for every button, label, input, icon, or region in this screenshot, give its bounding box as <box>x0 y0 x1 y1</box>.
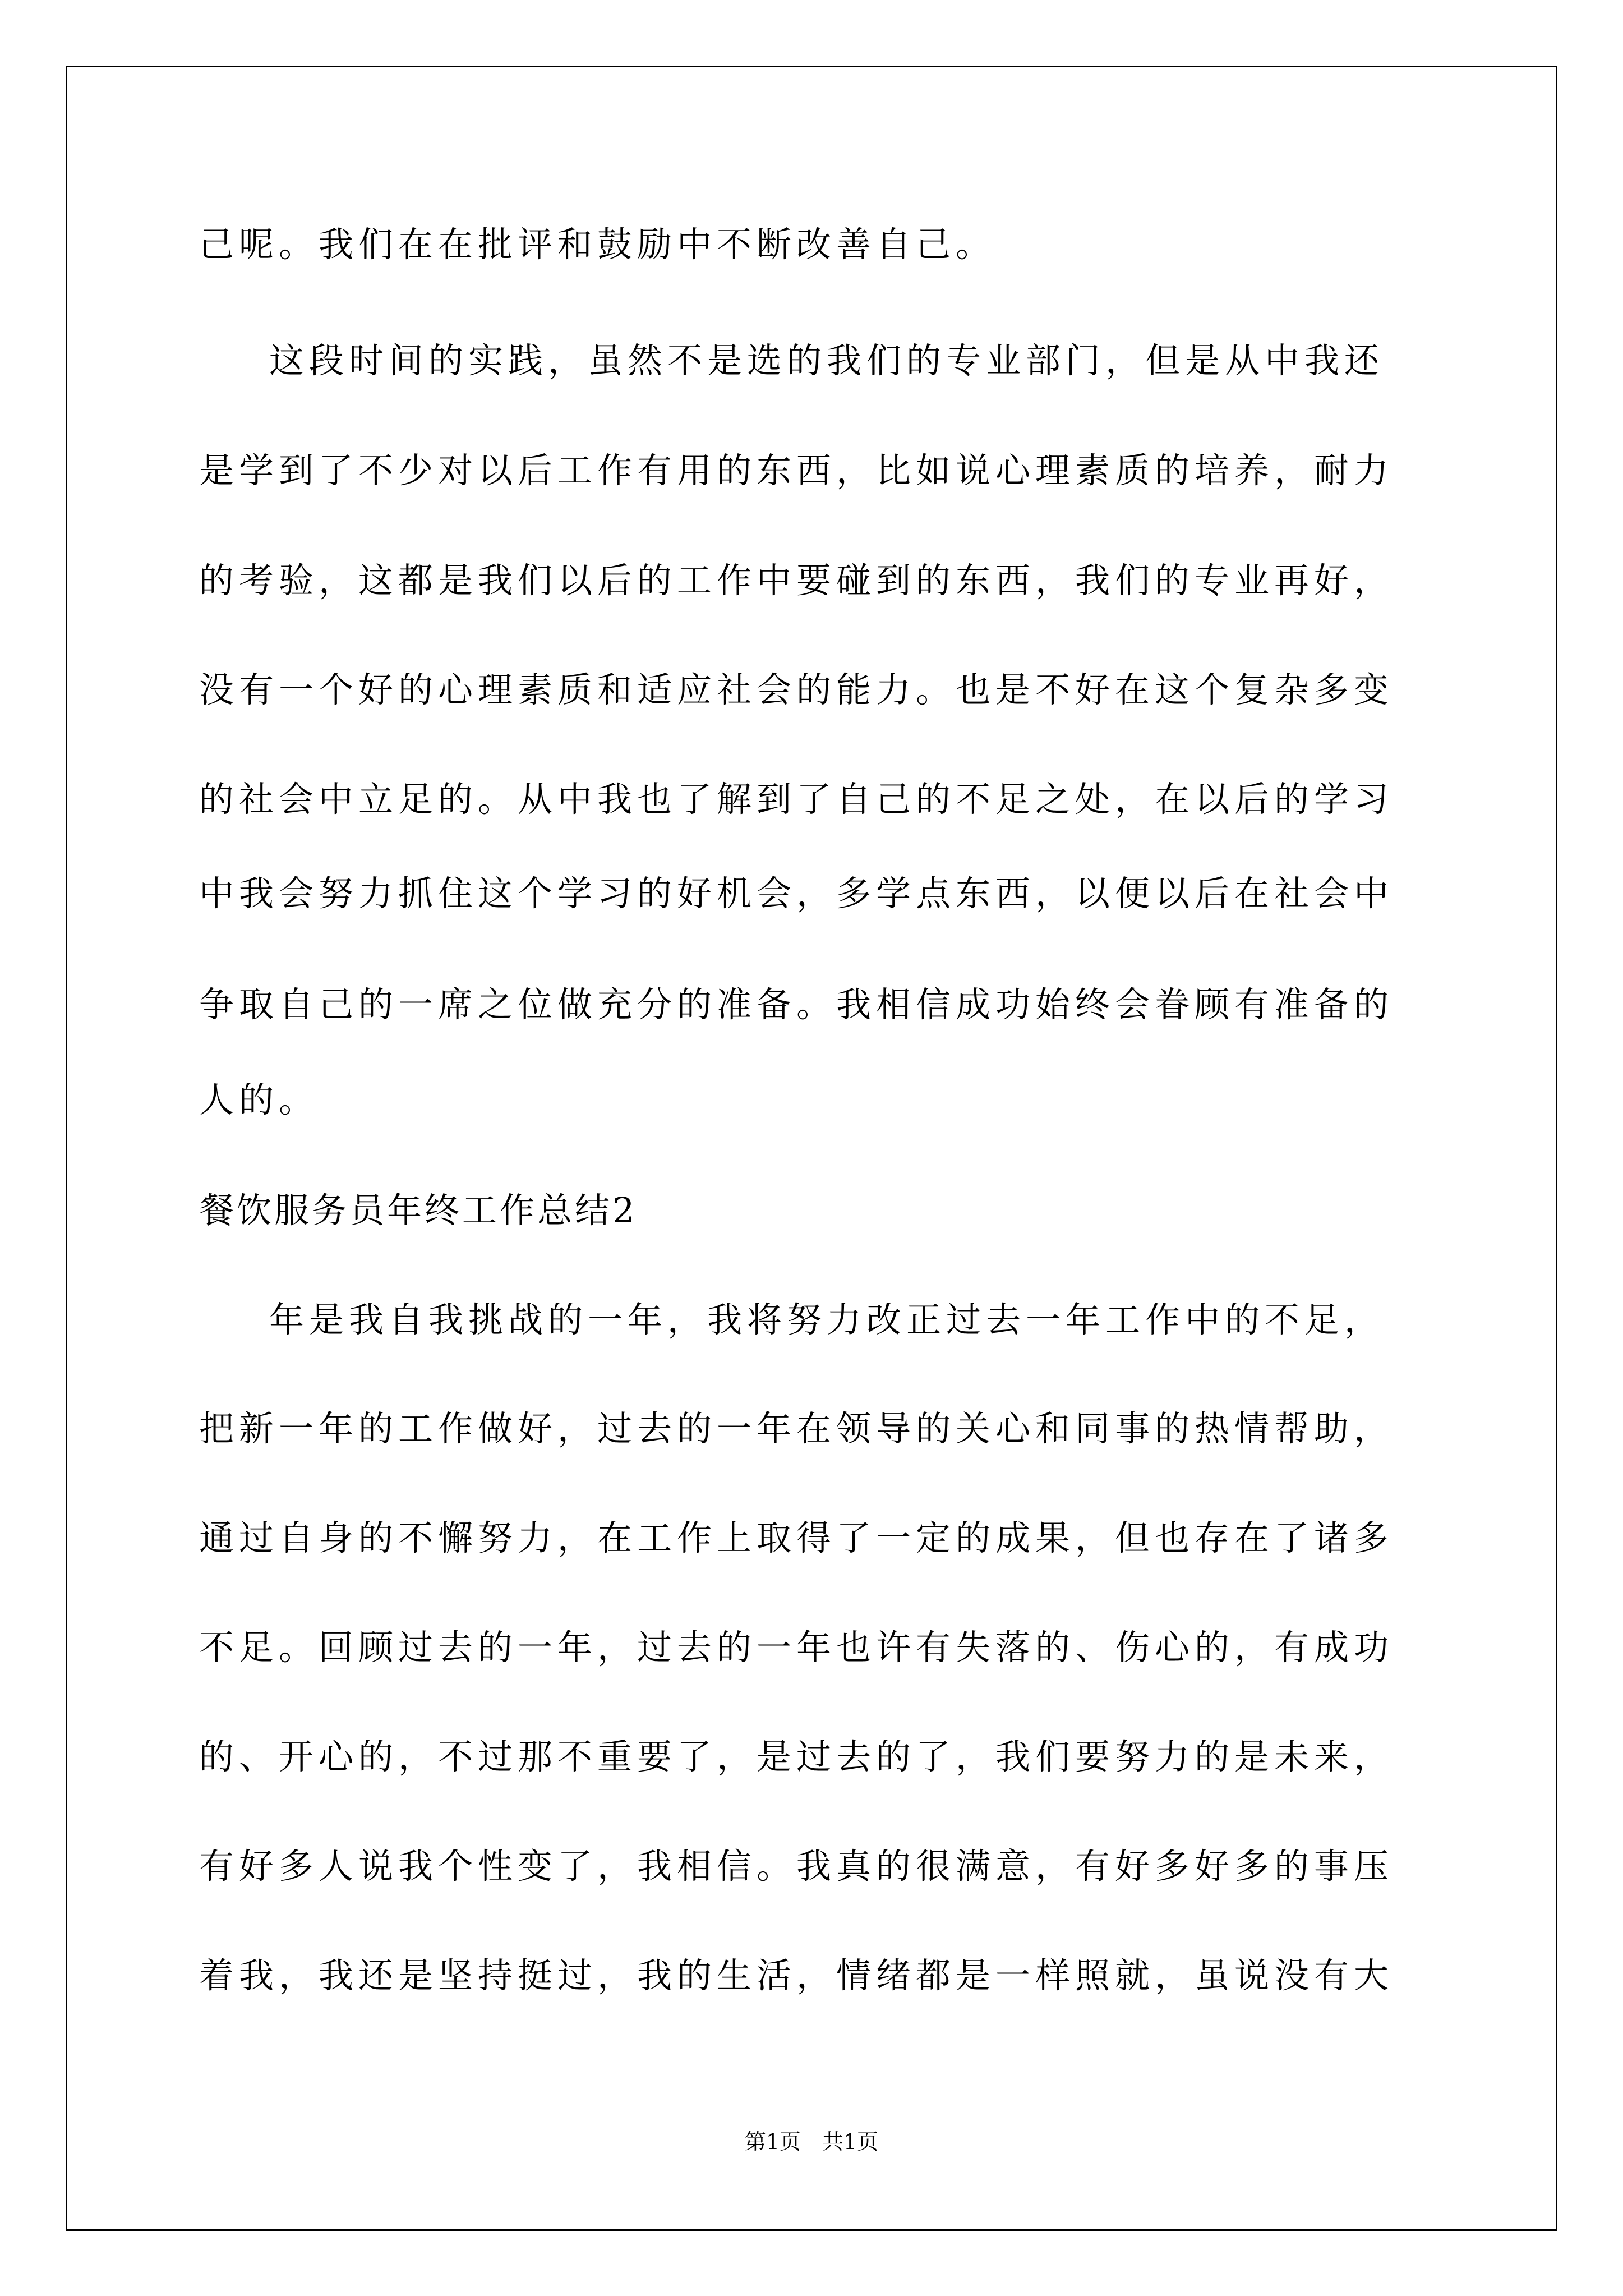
page-border <box>66 66 1557 2231</box>
paragraph-line: 着我，我还是坚持挺过，我的生活，情绪都是一样照就，虽说没有大 <box>199 1955 1394 1996</box>
section-heading: 餐饮服务员年终工作总结2 <box>199 1190 638 1231</box>
paragraph-line: 的社会中立足的。从中我也了解到了自己的不足之处，在以后的学习 <box>199 779 1394 820</box>
paragraph-line: 有好多人说我个性变了，我相信。我真的很满意，有好多好多的事压 <box>199 1846 1394 1887</box>
paragraph-line: 是学到了不少对以后工作有用的东西，比如说心理素质的培养，耐力 <box>199 450 1394 491</box>
paragraph-line: 这段时间的实践，虽然不是选的我们的专业部门，但是从中我还 <box>269 340 1385 381</box>
paragraph-line: 己呢。我们在在批评和鼓励中不断改善自己。 <box>199 224 996 265</box>
paragraph-line: 通过自身的不懈努力，在工作上取得了一定的成果，但也存在了诸多 <box>199 1517 1394 1558</box>
paragraph-line: 年是我自我挑战的一年，我将努力改正过去一年工作中的不足， <box>269 1299 1385 1340</box>
paragraph-line: 不足。回顾过去的一年，过去的一年也许有失落的、伤心的，有成功 <box>199 1627 1394 1668</box>
page-number-footer: 第1页 共1页 <box>744 2129 879 2154</box>
paragraph-line: 中我会努力抓住这个学习的好机会，多学点东西，以便以后在社会中 <box>199 873 1394 914</box>
paragraph-line: 的考验，这都是我们以后的工作中要碰到的东西，我们的专业再好， <box>199 560 1394 601</box>
paragraph-line: 争取自己的一席之位做充分的准备。我相信成功始终会眷顾有准备的 <box>199 984 1394 1025</box>
paragraph-line: 没有一个好的心理素质和适应社会的能力。也是不好在这个复杂多变 <box>199 669 1394 710</box>
paragraph-line: 人的。 <box>199 1079 319 1120</box>
paragraph-line: 把新一年的工作做好，过去的一年在领导的关心和同事的热情帮助， <box>199 1408 1394 1449</box>
paragraph-line: 的、开心的，不过那不重要了，是过去的了，我们要努力的是未来， <box>199 1736 1394 1777</box>
